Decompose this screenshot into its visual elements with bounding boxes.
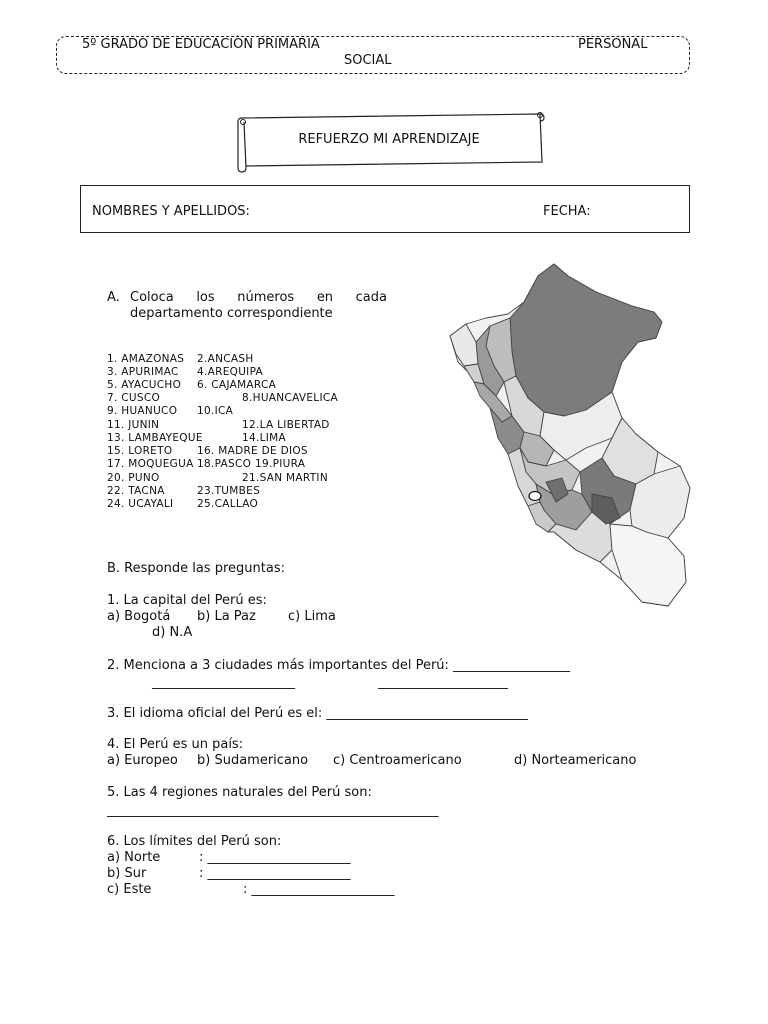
question-1-options	[107, 609, 507, 625]
option-c: c) Centroamericano	[333, 753, 462, 768]
department-item: 5. AYACUCHO	[107, 379, 182, 391]
section-a-instruction: Coloca los números en cada departamento correspondiente	[130, 290, 387, 321]
option-d: d) Norteamericano	[514, 753, 637, 768]
department-item: 4.AREQUIPA	[197, 366, 264, 378]
answer-line: ______________________	[152, 675, 295, 690]
limit-south-label: b) Sur	[107, 866, 147, 881]
question-6: 6. Los límites del Perú son:	[107, 834, 282, 849]
department-item: 9. HUANUCO	[107, 405, 178, 417]
area-title-part1: PERSONAL	[578, 37, 648, 52]
department-item: 12.LA LIBERTAD	[242, 419, 330, 431]
peru-map-icon	[436, 262, 694, 608]
limit-north-label: a) Norte	[107, 850, 161, 865]
question-4: 4. El Perú es un país:	[107, 737, 244, 752]
answer-line: ____________________	[378, 675, 508, 690]
option-d: d) N.A	[152, 625, 193, 640]
question-4-options	[107, 753, 667, 769]
department-item: 19.PIURA	[255, 458, 306, 470]
department-item: 11. JUNIN	[107, 419, 160, 431]
department-item: 22. TACNA	[107, 485, 165, 497]
question-2: 2. Menciona a 3 ciudades más importantes del Perú: __________________	[107, 658, 571, 673]
option-b: b) Sudamericano	[197, 753, 309, 768]
limit-north-line: : ______________________	[199, 850, 351, 865]
limit-east-label: c) Este	[107, 882, 152, 897]
section-a-letter: A.	[107, 290, 120, 305]
date-label: FECHA:	[543, 204, 591, 219]
option-b: b) La Paz	[197, 609, 256, 624]
department-item: 15. LORETO	[107, 445, 173, 457]
department-item: 8.HUANCAVELICA	[242, 392, 338, 404]
department-item: 6. CAJAMARCA	[197, 379, 277, 391]
department-item: 25.CALLAO	[197, 498, 259, 510]
option-a: a) Europeo	[107, 753, 178, 768]
grade-title: 5º GRADO DE EDUCACIÒN PRIMARIA	[82, 37, 320, 52]
department-item: 13. LAMBAYEQUE	[107, 432, 203, 444]
question-5: 5. Las 4 regiones naturales del Perú son:	[107, 785, 372, 800]
name-label: NOMBRES Y APELLIDOS:	[92, 204, 250, 219]
department-item: 10.ICA	[197, 405, 234, 417]
answer-line: ___________________________________________________	[107, 803, 439, 818]
department-item: 21.SAN MARTIN	[242, 472, 328, 484]
limit-east-line: : ______________________	[243, 882, 395, 897]
department-item: 16. MADRE DE DIOS	[197, 445, 308, 457]
department-item: 3. APURIMAC	[107, 366, 179, 378]
question-1: 1. La capital del Perú es:	[107, 593, 267, 608]
department-item: 7. CUSCO	[107, 392, 161, 404]
option-c: c) Lima	[288, 609, 336, 624]
area-title-part2: SOCIAL	[344, 53, 392, 68]
department-item: 20. PUNO	[107, 472, 160, 484]
department-item: 17. MOQUEGUA	[107, 458, 194, 470]
department-item: 18.PASCO	[197, 458, 252, 470]
department-item: 1. AMAZONAS	[107, 353, 185, 365]
option-a: a) Bogotá	[107, 609, 171, 624]
limit-south-line: : ______________________	[199, 866, 351, 881]
department-item: 2.ANCASH	[197, 353, 254, 365]
department-item: 24. UCAYALI	[107, 498, 174, 510]
department-item: 23.TUMBES	[197, 485, 261, 497]
section-b-title: B. Responde las preguntas:	[107, 561, 285, 576]
question-3: 3. El idioma oficial del Perú es el: _______________________________	[107, 706, 528, 721]
worksheet-title: REFUERZO MI APRENDIZAJE	[298, 132, 480, 147]
department-item: 14.LIMA	[242, 432, 286, 444]
